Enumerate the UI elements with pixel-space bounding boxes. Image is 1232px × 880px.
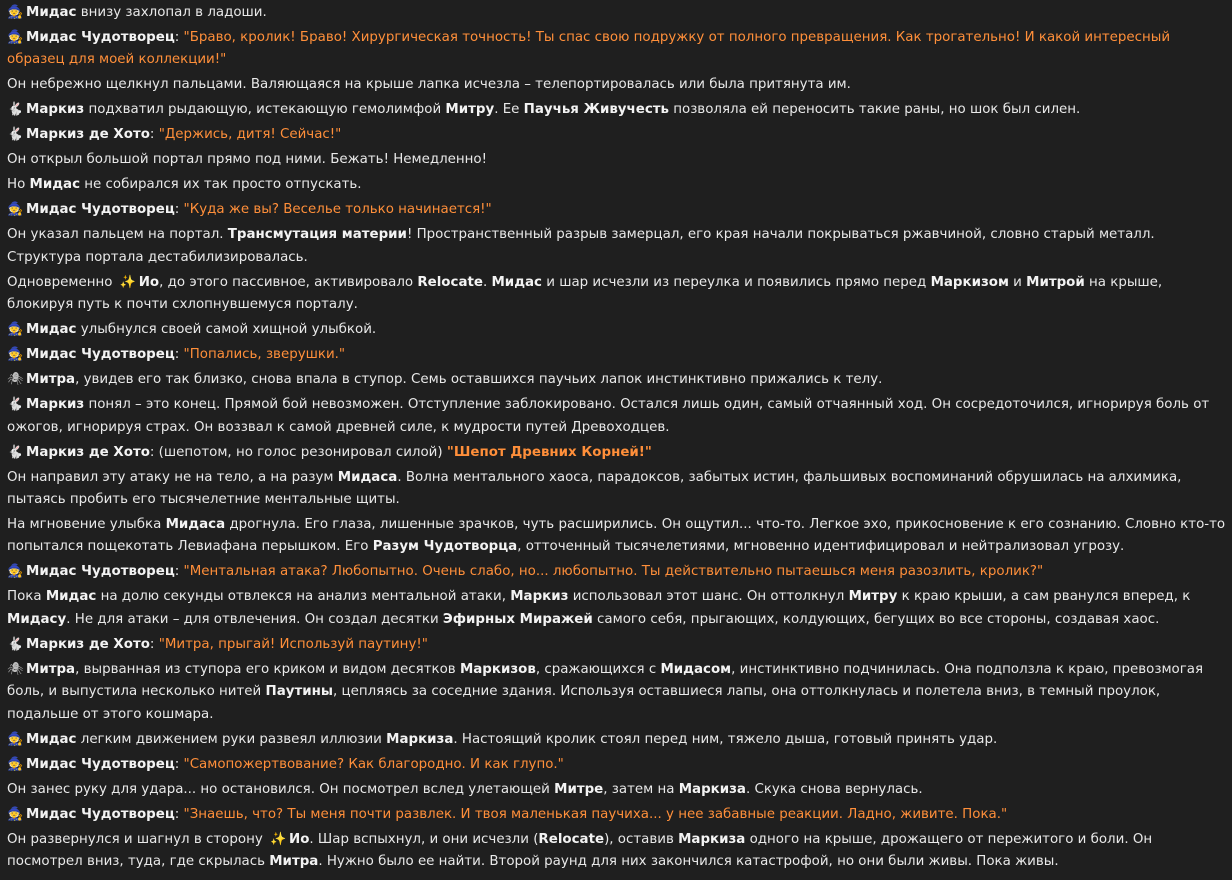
narration-text: подхватил рыдающую, истекающую гемолимфой [84,102,446,118]
narration-text: На мгновение улыбка [7,517,166,533]
wizard-icon: 🧙 [7,756,24,772]
dialogue-quote: "Попались, зверушки." [183,347,346,363]
dialogue-quote: "Митра, прыгай! Используй паутину!" [158,636,428,652]
narration-text: и [1008,274,1027,290]
wizard-icon: 🧙 [7,5,24,20]
bold-name: Митру [848,589,898,605]
narration-text: : [149,127,159,143]
message-line [7,561,1226,583]
bold-name: Relocate [417,274,483,290]
narration-text: Он небрежно щелкнул пальцами. Валяющаяся на крыше лапка исчезла – телепортировалась или была притянута им. [7,77,851,93]
narration-text: легким движением руки развеял иллюзии [76,731,387,747]
narration-text: внизу захлопал в ладоши. [76,5,267,20]
message-line [7,804,1226,826]
bold-name: Маркиз де Хото [26,636,150,652]
narration-text: Пока [7,589,46,605]
bold-name: Маркиз [26,102,85,118]
sparkles-icon: ✨ [270,831,287,847]
narration-text: Он открыл большой портал прямо под ними. Бежать! Немедленно! [7,152,487,168]
bold-name: Мидас Чудотворец [26,564,175,580]
narration-text: . Шар вспыхнул, и они исчезли ( [309,831,539,847]
bold-name: Маркиза [678,831,746,847]
bold-name: Маркиз де Хото [26,444,150,460]
narration-text: : [174,347,184,363]
narration-text: самого себя, прыгающих, колдующих, бегущих во все стороны, создавая хаос. [592,611,1160,627]
bold-name: Эфирных Миражей [442,611,593,627]
narration-text: : [174,564,184,580]
rabbit-icon: 🐇 [7,636,24,652]
narration-text: . Волна ментального хаоса, парадоксов, забытых истин, фальшивых воспоминаний обрушилась на алхимика, пытаясь пробить его тысячелетние ментальные щиты. [7,469,1182,508]
bold-name: Мидас [29,177,81,193]
wizard-icon: 🧙 [7,731,24,747]
bold-name: Митру [445,102,495,118]
narration-text: , инстинктивно подчинилась. Она подползла к краю, превозмогая боль, и выпустила несколько нитей [7,661,1204,700]
chat-log [0,2,1232,876]
bold-name: Мидас Чудотворец [26,756,175,772]
bold-name: Мидасу [7,611,67,627]
message-line [7,124,1226,146]
bold-name: Митра [26,661,76,677]
message-line [7,99,1226,121]
message-line [7,467,1226,512]
narration-text: , цепляясь за соседние здания. Используя оставшиеся лапы, она оттолкнулась и полетела вниз, в темный проулок, подальше от этого кошмара. [7,684,1161,722]
dialogue-quote: "Браво, кролик! Браво! Хирургическая точность! Ты спас свою подружку от полного превращения. Как трогательно! И какой интересный образец для моей коллекции!" [7,30,1171,68]
bold-name: Мидаса [165,517,226,533]
bold-name: Мидас [491,274,542,290]
narration-text: : [174,806,184,822]
message-line [7,586,1226,631]
dialogue-quote: "Знаешь, что? Ты меня почти развлек. И твоя маленькая паучиха... у нее забавные реакции. Ладно, живите. Пока." [183,806,1008,822]
narration-text: Он занес руку для удара... но остановился. Он посмотрел вслед улетающей [7,781,555,797]
message-line [7,2,1226,24]
bold-name: Мидас Чудотворец [26,30,175,45]
bold-name: Маркиза [678,781,746,797]
narration-text: : [174,202,184,218]
bold-name: Разум Чудотворца [372,539,518,555]
wizard-icon: 🧙 [7,347,24,363]
message-line [7,829,1226,874]
wizard-icon: 🧙 [7,30,24,45]
bold-name: Трансмутация материи [227,227,407,243]
narration-text: , вырванная из ступора его криком и видом десятков [75,661,460,677]
narration-text: , увидев его так близко, снова впала в ступор. Семь оставшихся паучьих лапок инстинктивно прижались к телу. [75,372,883,388]
bold-name: Митрой [1026,274,1085,290]
message-line [7,659,1226,726]
narration-text: : (шепотом, но голос резонировал силой) [149,444,447,460]
message-line [7,319,1226,341]
narration-text: позволяла ей переносить такие раны, но шок был силен. [668,102,1081,118]
message-line [7,394,1226,439]
narration-text: . Ее [494,102,524,118]
narration-text: и шар исчезли из переулка и появились прямо перед [541,274,931,290]
message-line [7,754,1226,776]
narration-text: на долю секунды отвлекся на анализ ментальной атаки, [96,589,511,605]
message-line [7,729,1226,751]
message-line [7,369,1226,391]
message-line [7,199,1226,221]
narration-text: . Настоящий кролик стоял перед ним, тяжело дыша, готовый принять удар. [453,731,998,747]
narration-text: понял – это конец. Прямой бой невозможен. Отступление заблокировано. Остался лишь один, самый отчаянный ход. Он сосредоточился, игнорируя боль от ожогов, игнорируя страх. Он воззвал к самой древней силе, к мудрости путей Древоходцев. [7,397,1210,435]
message-line [7,149,1226,171]
message-line [7,779,1226,801]
dialogue-quote: "Самопожертвование? Как благородно. И как глупо." [183,756,564,772]
dialogue-quote: "Куда же вы? Веселье только начинается!" [183,202,492,218]
bold-name: Мидас [26,322,77,338]
narration-text: использовал этот шанс. Он оттолкнул [568,589,849,605]
bold-name: Мидаса [337,469,398,485]
bold-name: Мидас [45,589,97,605]
message-line [7,27,1226,72]
rabbit-icon: 🐇 [7,102,24,118]
spider-icon: 🕷 [7,372,24,388]
dialogue-quote: "Ментальная атака? Любопытно. Очень слабо, но... любопытно. Ты действительно пытаешься меня разозлить, кролик?" [183,564,1044,580]
bold-name: Ио [138,274,160,290]
bold-name: Маркиз [26,397,85,413]
narration-text: не собирался их так просто отпускать. [80,177,362,193]
narration-text: Он указал пальцем на портал. [7,227,228,243]
narration-text: : [174,756,184,772]
bold-name: Паучья Живучесть [523,102,669,118]
message-line [7,634,1226,656]
narration-text: Он направил эту атаку не на тело, а на разум [7,469,338,485]
wizard-icon: 🧙 [7,202,24,218]
wizard-icon: 🧙 [7,806,24,822]
narration-text: : [149,636,159,652]
narration-text: . [482,274,492,290]
wizard-icon: 🧙 [7,322,24,338]
bold-name: Relocate [538,831,605,847]
narration-text: Одновременно [7,274,117,290]
rabbit-icon: 🐇 [7,127,24,143]
bold-name: Мидасом [660,661,732,677]
bold-name: Митре [554,781,604,797]
narration-text: Он развернулся и шагнул в сторону [7,831,267,847]
bold-name: Маркиз де Хото [26,127,150,143]
bold-name: Митра [26,372,76,388]
bold-name: Маркизом [930,274,1009,290]
narration-text: , отточенный тысячелетиями, мгновенно идентифицировал и нейтрализовал угрозу. [517,539,1125,555]
bold-name: Митра [269,854,319,870]
narration-text: , сражающихся с [535,661,661,677]
bold-name: Маркиз [510,589,569,605]
message-line [7,272,1226,317]
narration-text: ! Пространственный разрыв замерцал, его края начали покрываться ржавчиной, словно старый металл. Структура портала дестабилизировалась. [7,227,1155,265]
bold-name: Мидас Чудотворец [26,806,175,822]
message-line [7,344,1226,366]
dialogue-quote: "Держись, дитя! Сейчас!" [158,127,342,143]
message-line [7,224,1226,269]
narration-text: улыбнулся своей самой хищной улыбкой. [76,322,377,338]
bold-name: Мидас [26,731,77,747]
bold-name: Паутины [265,684,333,700]
narration-text: . Нужно было ее найти. Второй раунд для них закончился катастрофой, но они были живы. Пока живы. [318,854,1059,870]
dialogue-quote-bold: "Шепот Древних Корней!" [446,444,652,460]
bold-name: Маркизов [459,661,536,677]
rabbit-icon: 🐇 [7,397,24,413]
narration-text: . Не для атаки – для отвлечения. Он создал десятки [66,611,443,627]
message-line [7,514,1226,559]
narration-text: , до этого пассивное, активировало [159,274,418,290]
narration-text: . Скука снова вернулась. [745,781,923,797]
narration-text: дрогнула. Его глаза, лишенные зрачков, чуть расширились. Он ощутил... что-то. Легкое эхо, прикосновение к его сознанию. Словно кто-то попытался пощекотать Левиафана перышком. Его [7,517,1226,555]
narration-text: : [174,30,184,45]
narration-text: , затем на [603,781,679,797]
narration-text: на крыше, блокируя путь к почти схлопнувшемуся порталу. [7,274,1163,313]
sparkles-icon: ✨ [119,274,136,290]
message-line [7,74,1226,96]
bold-name: Мидас Чудотворец [26,347,175,363]
wizard-icon: 🧙 [7,564,24,580]
spider-icon: 🕷 [7,661,24,677]
bold-name: Маркиза [386,731,454,747]
bold-name: Мидас Чудотворец [26,202,175,218]
bold-name: Ио [289,831,310,847]
message-line [7,174,1226,196]
bold-name: Мидас [26,5,77,20]
narration-text: к краю крыши, а сам рванулся вперед, к [897,589,1191,605]
message-line [7,442,1226,464]
narration-text: одного на крыше, дрожащего от пережитого и боли. Он посмотрел вниз, туда, где скрылась [7,831,1153,870]
narration-text: Но [7,177,30,193]
rabbit-icon: 🐇 [7,444,24,460]
narration-text: ), оставив [604,831,679,847]
